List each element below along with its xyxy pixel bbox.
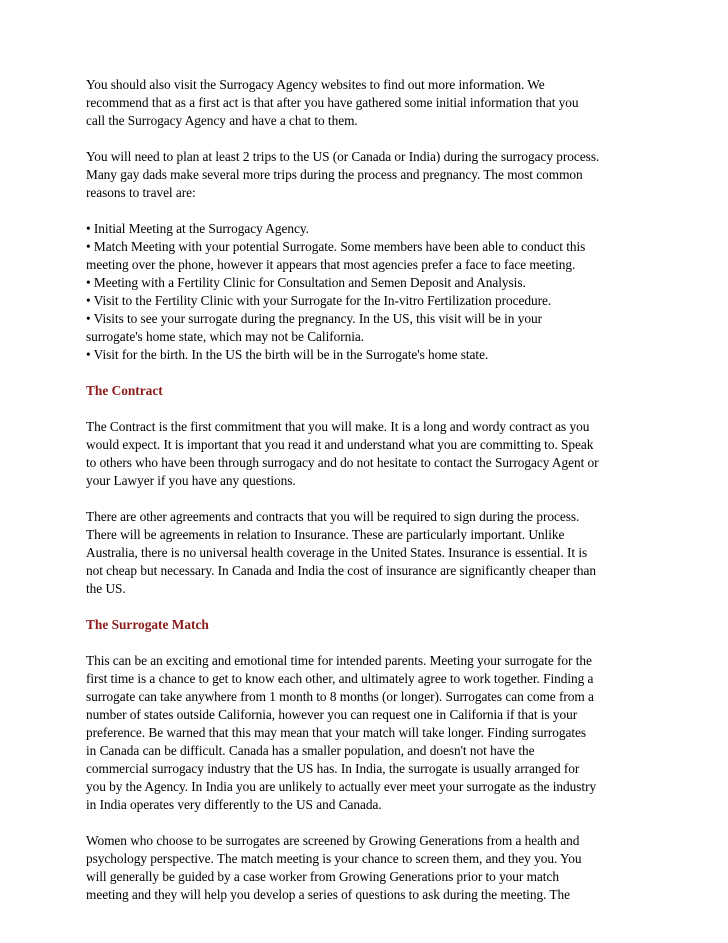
text-line: would expect. It is important that you read it and understand what you are committing to. Speak <box>86 437 594 452</box>
paragraph-contract <box>86 418 656 490</box>
text-line: You should also visit the Surrogacy Agency websites to find out more information. We <box>86 77 545 92</box>
text-line: You will need to plan at least 2 trips to the US (or Canada or India) during the surrogacy process. <box>86 149 600 164</box>
text-line: Australia, there is no universal health coverage in the United States. Insurance is essential. It is <box>86 545 588 560</box>
paragraph-spacer <box>86 202 656 220</box>
paragraph-trips <box>86 148 656 202</box>
text-line: in Canada can be difficult. Canada has a smaller population, and doesn't not have the <box>86 743 535 758</box>
list-item: • Visits to see your surrogate during the pregnancy. In the US, this visit will be in your <box>86 311 542 326</box>
list-item: • Initial Meeting at the Surrogacy Agency. <box>86 221 309 236</box>
paragraph-surrogate-match <box>86 652 656 814</box>
list-item: surrogate's home state, which may not be California. <box>86 329 365 344</box>
text-line: This can be an exciting and emotional time for intended parents. Meeting your surrogate for the <box>86 653 592 668</box>
paragraph-spacer <box>86 814 656 832</box>
text-line: There will be agreements in relation to Insurance. These are particularly important. Unlike <box>86 527 565 542</box>
text-line: to others who have been through surrogacy and do not hesitate to contact the Surrogacy Agent or <box>86 455 599 470</box>
list-item: • Visit to the Fertility Clinic with your Surrogate for the In-vitro Fertilization procedure. <box>86 293 552 308</box>
text-line: you by the Agency. In India you are unlikely to actually ever meet your surrogate as the industry <box>86 779 597 794</box>
list-item: • Meeting with a Fertility Clinic for Consultation and Semen Deposit and Analysis. <box>86 275 526 290</box>
travel-reasons-list <box>86 220 656 364</box>
paragraph-spacer <box>86 364 656 382</box>
text-line: preference. Be warned that this may mean that your match will take longer. Finding surrogates <box>86 725 587 740</box>
text-line: in India operates very differently to the US and Canada. <box>86 797 382 812</box>
text-line: your Lawyer if you have any questions. <box>86 473 296 488</box>
text-line: the US. <box>86 581 126 596</box>
paragraph-spacer <box>86 130 656 148</box>
paragraph-screening <box>86 832 656 904</box>
text-line: will generally be guided by a case worker from Growing Generations prior to your match <box>86 869 559 884</box>
paragraph-agency-websites <box>86 76 656 130</box>
section-heading-surrogate-match: The Surrogate Match <box>86 617 209 632</box>
text-line: psychology perspective. The match meeting is your chance to screen them, and they you. You <box>86 851 582 866</box>
text-line: recommend that as a first act is that after you have gathered some initial information that you <box>86 95 579 110</box>
paragraph-spacer <box>86 490 656 508</box>
text-line: There are other agreements and contracts that you will be required to sign during the process. <box>86 509 580 524</box>
text-line: surrogate can take anywhere from 1 month to 8 months (or longer). Surrogates can come from a <box>86 689 594 704</box>
text-line: reasons to travel are: <box>86 185 196 200</box>
list-item: meeting over the phone, however it appears that most agencies prefer a face to face meeting. <box>86 257 576 272</box>
text-line: Women who choose to be surrogates are screened by Growing Generations from a health and <box>86 833 580 848</box>
paragraph-spacer <box>86 598 656 616</box>
text-line: number of states outside California, however you can request one in California if that is your <box>86 707 578 722</box>
text-line: call the Surrogacy Agency and have a chat to them. <box>86 113 358 128</box>
list-item: • Visit for the birth. In the US the birth will be in the Surrogate's home state. <box>86 347 489 362</box>
section-heading-contract: The Contract <box>86 383 163 398</box>
paragraph-spacer <box>86 400 656 418</box>
text-line: meeting and they will help you develop a series of questions to ask during the meeting. The <box>86 887 570 902</box>
text-line: not cheap but necessary. In Canada and India the cost of insurance are significantly cheaper than <box>86 563 597 578</box>
text-line: commercial surrogacy industry that the US has. In India, the surrogate is usually arranged for <box>86 761 580 776</box>
list-item: • Match Meeting with your potential Surrogate. Some members have been able to conduct this <box>86 239 586 254</box>
text-line: first time is a chance to get to know each other, and ultimately agree to work together. Finding a <box>86 671 594 686</box>
text-line: The Contract is the first commitment that you will make. It is a long and wordy contract as you <box>86 419 590 434</box>
paragraph-insurance <box>86 508 656 598</box>
document-page <box>86 76 656 904</box>
text-line: Many gay dads make several more trips during the process and pregnancy. The most common <box>86 167 583 182</box>
paragraph-spacer <box>86 634 656 652</box>
